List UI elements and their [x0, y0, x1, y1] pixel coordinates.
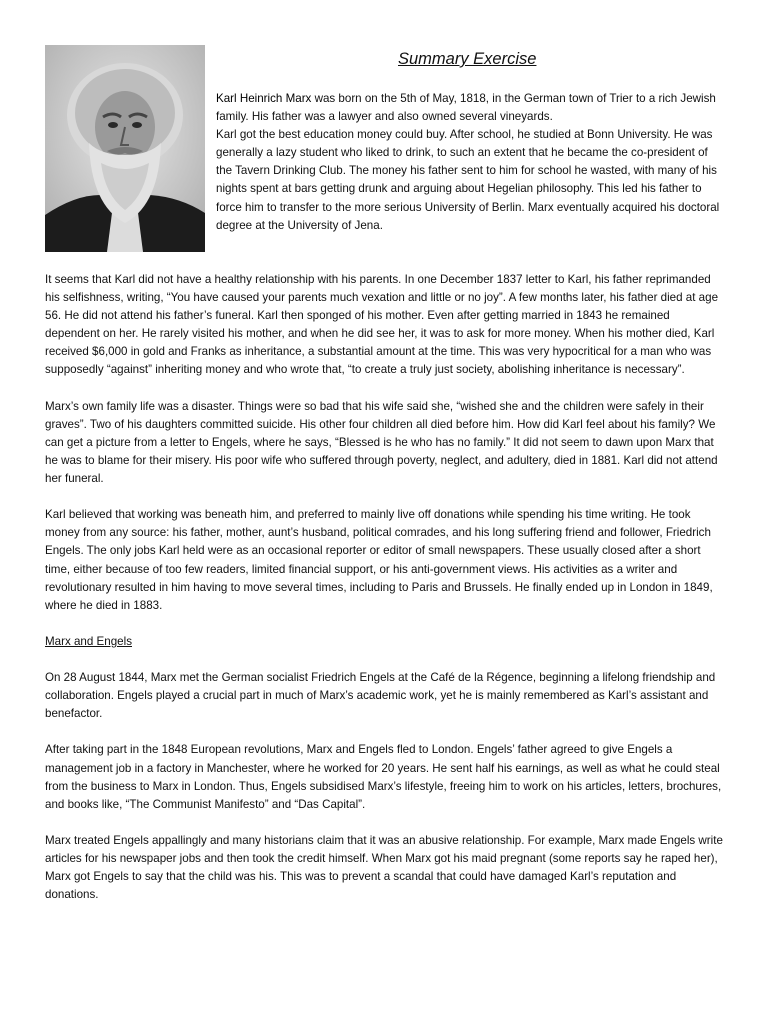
- paragraph-relationship: Marx treated Engels appallingly and many historians claim that it was an abusive relationship. For example, Marx made Engels write articles for his newspaper jobs and then took the credit himself. When Marx got his maid pregnant (some reports say he raped her), Marx got Engels to say that the child was his. This was to prevent a scandal that could have damaged Karl’s reputation and donations.: [45, 833, 723, 902]
- subject-name: Karl Heinrich Marx: [216, 92, 312, 105]
- paragraph-work: Karl believed that working was beneath him, and preferred to mainly live off donations while spending his time writing. He took money from any source: his father, mother, aunt’s husband, political comrades, and his long suffering friend and follower, Friedrich Engels. The only jobs Karl held were as an occasional reporter or editor of small newspapers. These usually closed after a short time, either because of too few readers, limited financial support, or his anti-government views. His activities as a writer and revolutionary resulted in him having to move several times, including to Paris and Brussels. He finally ended up in London in 1849, where he died in 1883.: [45, 508, 713, 612]
- intro-paragraph-1-text: was born on the 5th of May, 1818, in the German town of Trier to a rich Jewish family. His father was a lawyer and also owned several vineyards.: [216, 92, 716, 124]
- intro-paragraph-1: [216, 90, 721, 126]
- body-text: [45, 271, 727, 922]
- intro-block: [216, 90, 721, 235]
- paragraph-parents: It seems that Karl did not have a healthy relationship with his parents. In one December 1837 letter to Karl, his father reprimanded his selfishness, writing, “You have caused your parents much vexation and little or no joy”. A few months later, his father died at age 56. He did not attend his father’s funeral. Karl then sponged of his mother. Even after getting married in 1843 he remained dependent on her. He rarely visited his mother, and when he did see her, it was to ask for more money. When his mother died, Karl received $6,000 in gold and Franks as inheritance, a substantial amount at the time. This was very hypocritical for a man who was supposedly “against” inheriting money and who wrote that, “to create a truly just society, abolishing inheritance is necessary”.: [45, 273, 719, 377]
- page-title: Summary Exercise: [398, 50, 537, 68]
- portrait-illustration: [45, 45, 205, 252]
- paragraph-london: After taking part in the 1848 European revolutions, Marx and Engels fled to London. Engels’ father agreed to give Engels a management job in a factory in Manchester, where he worked for 20 years. He sent half his earnings, as well as what he could steal from the business to Marx in London. Thus, Engels subsidised Marx’s lifestyle, freeing him to work on his articles, letters, brochures, and books like, “The Communist Manifesto” and “Das Capital”.: [45, 743, 722, 811]
- intro-paragraph-2: Karl got the best education money could buy. After school, he studied at Bonn University. He was generally a lazy student who liked to drink, to such an extent that he became the co-president of the Tavern Drinking Club. The money his father sent to him for school he wasted, with many of his nights spent at bars getting drunk and arguing about Hegelian philosophy. This led his father to force him to transfer to the more serious University of Berlin. Marx eventually acquired his doctoral degree at the University of Jena.: [216, 128, 720, 232]
- section-heading: Marx and Engels: [45, 634, 132, 648]
- paragraph-family: Marx’s own family life was a disaster. Things were so bad that his wife said she, “wished she and the children were safely in their graves”. Two of his daughters committed suicide. His other four children all died before him. How did Karl feel about his family? We can get a picture from a letter to Engels, where he says, “Blessed is he who has no family.” It did not seem to dawn upon Marx that he was to blame for their misery. His poor wife who suffered through poverty, neglect, and adultery, died in 1881. Karl did not attend her funeral.: [45, 399, 718, 486]
- portrait-photo: [45, 45, 205, 252]
- paragraph-meeting: On 28 August 1844, Marx met the German socialist Friedrich Engels at the Café de la Régence, beginning a lifelong friendship and collaboration. Engels played a crucial part in much of Marx’s academic work, yet he is mainly remembered as Karl’s assistant and benefactor.: [45, 671, 716, 721]
